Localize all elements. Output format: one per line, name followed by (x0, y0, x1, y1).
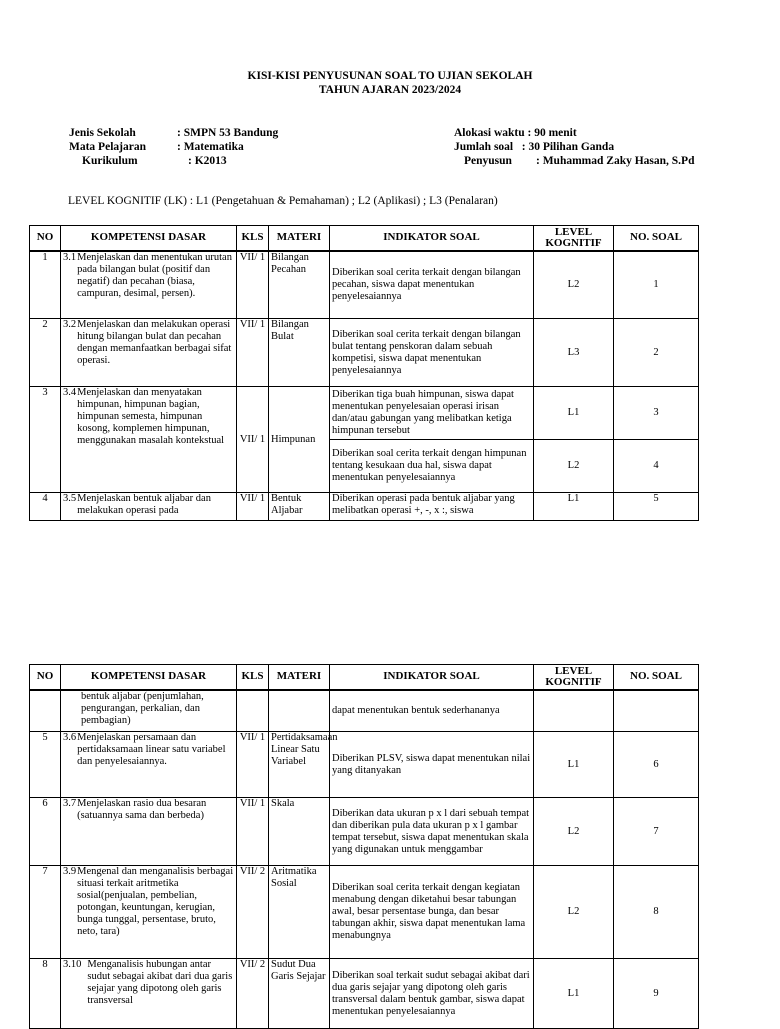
header-materi: MATERI (269, 226, 330, 251)
header-no: NO (30, 226, 61, 251)
row-level: L1 (534, 959, 614, 1029)
row-no-soal (614, 690, 699, 732)
row-kompetensi-dasar (61, 732, 237, 798)
row-kls: VII/ 2 (237, 959, 269, 1029)
row-kls: VII/ 1 (237, 251, 269, 319)
row-kompetensi-dasar (61, 798, 237, 866)
row-indikator: dapat menentukan bentuk sederhananya (330, 690, 534, 732)
level-kognitif-legend: LEVEL KOGNITIF (LK) : L1 (Pengetahuan & Pemahaman) ; L2 (Aplikasi) ; L3 (Penalaran) (68, 195, 498, 207)
table-row (30, 319, 699, 387)
row-kompetensi-dasar (61, 493, 237, 521)
row-no-soal: 9 (614, 959, 699, 1029)
jenis-sekolah-label: Jenis Sekolah (69, 127, 136, 139)
row-indikator: Diberikan soal cerita terkait dengan bilangan bulat tentang penskoran dalam sebuah kompetisi, siswa dapat menentukan penyelesaiannya (330, 319, 534, 387)
row-kompetensi-dasar (61, 387, 237, 493)
row-kompetensi-dasar (61, 959, 237, 1029)
row-no-soal: 4 (614, 440, 699, 493)
header-level-kognitif: LEVEL KOGNITIF (534, 665, 614, 690)
table-row (30, 493, 699, 521)
row-kls: VII/ 1 (237, 732, 269, 798)
kd-number: 3.4 (63, 387, 77, 398)
kd-number: 3.2 (63, 319, 77, 330)
kd-number: 3.6 (63, 732, 77, 743)
row-no: 3 (30, 387, 61, 493)
row-level: L1 (534, 493, 614, 521)
row-level: L2 (534, 440, 614, 493)
header-materi: MATERI (269, 665, 330, 690)
row-no-soal: 7 (614, 798, 699, 866)
kisi-kisi-table-page1 (29, 225, 699, 521)
row-materi: Skala (269, 798, 330, 866)
kd-text: Menjelaskan dan menentukan urutan pada bilangan bulat (positif dan negatif) dan pecahan (biasa, campuran, desimal, persen). (77, 251, 232, 299)
row-no: 2 (30, 319, 61, 387)
row-kompetensi-dasar: bentuk aljabar (penjumlahan, pengurangan, perkalian, dan pembagian) (61, 690, 237, 732)
row-no: 8 (30, 959, 61, 1029)
row-kls (237, 690, 269, 732)
kd-number: 3.9 (63, 866, 77, 877)
row-kompetensi-dasar (61, 251, 237, 319)
row-level (534, 690, 614, 732)
row-materi: Pertidaksamaan Linear Satu Variabel (269, 732, 330, 798)
table-header-row (30, 226, 699, 251)
row-materi: Aritmatika Sosial (269, 866, 330, 959)
alokasi-waktu: Alokasi waktu : 90 menit (454, 127, 577, 139)
table-row (30, 866, 699, 959)
row-materi: Sudut Dua Garis Sejajar (269, 959, 330, 1029)
mata-pelajaran-label: Mata Pelajaran (69, 141, 146, 153)
row-no-soal: 6 (614, 732, 699, 798)
header-indikator-soal: INDIKATOR SOAL (330, 226, 534, 251)
kd-number: 3.5 (63, 493, 77, 504)
kd-number: 3.7 (63, 798, 77, 809)
row-materi: Bilangan Bulat (269, 319, 330, 387)
row-no: 7 (30, 866, 61, 959)
row-kls: VII/ 2 (237, 866, 269, 959)
row-level: L1 (534, 387, 614, 440)
mata-pelajaran-value: : Matematika (177, 141, 244, 153)
row-kls: VII/ 1 (237, 493, 269, 521)
row-kompetensi-dasar (61, 319, 237, 387)
row-indikator: Diberikan tiga buah himpunan, siswa dapat menentukan penyelesaian operasi irisan dan/atau gabungan yang melibatkan ketiga himpunan tersebut (330, 387, 534, 440)
kurikulum-value: : K2013 (188, 155, 227, 167)
row-no: 1 (30, 251, 61, 319)
kd-text: Menjelaskan bentuk aljabar dan melakukan operasi pada (77, 493, 211, 516)
header-kompetensi-dasar: KOMPETENSI DASAR (61, 665, 237, 690)
row-kompetensi-dasar (61, 866, 237, 959)
kurikulum-label: Kurikulum (82, 155, 138, 167)
table-row (30, 387, 699, 440)
header-no-soal: NO. SOAL (614, 226, 699, 251)
row-no-soal: 3 (614, 387, 699, 440)
row-no: 5 (30, 732, 61, 798)
table-row (30, 690, 699, 732)
row-indikator: Diberikan operasi pada bentuk aljabar yang melibatkan operasi +, -, x :, siswa (330, 493, 534, 521)
table-row (30, 251, 699, 319)
row-level: L2 (534, 798, 614, 866)
header-kls: KLS (237, 226, 269, 251)
row-kls: VII/ 1 (237, 387, 269, 493)
row-level: L2 (534, 866, 614, 959)
row-level: L3 (534, 319, 614, 387)
row-materi (269, 690, 330, 732)
kd-text: Mengenal dan menganalisis berbagai situasi terkait aritmetika sosial(penjualan, pembelian, potongan, keuntungan, kerugian, bunga tunggal, persentase, bruto, neto, tara) (77, 866, 234, 937)
row-indikator: Diberikan soal terkait sudut sebagai akibat dari dua garis sejajar yang dipotong oleh garis transversal dalam bentuk gambar, siswa dapat menentukan penyelesaiannya (330, 959, 534, 1029)
kd-text: Menjelaskan rasio dua besaran (satuannya sama dan berbeda) (77, 798, 207, 821)
row-level: L1 (534, 732, 614, 798)
kd-text: Menjelaskan dan melakukan operasi hitung bilangan bulat dan pecahan dengan memanfaatkan berbagai sifat operasi. (77, 319, 232, 366)
row-no-soal: 1 (614, 251, 699, 319)
kd-text: Menganalisis hubungan antar sudut sebagai akibat dari dua garis sejajar yang dipotong oleh garis transversal (87, 959, 233, 1006)
row-indikator: Diberikan soal cerita terkait dengan kegiatan menabung dengan diketahui besar tabungan awal, besar persentase bunga, dan besar tabungan akhir, siswa dapat menentukan lama menabungnya (330, 866, 534, 959)
header-no-soal: NO. SOAL (614, 665, 699, 690)
kd-number: 3.10 (63, 959, 82, 970)
row-kls: VII/ 1 (237, 798, 269, 866)
row-materi: Bilangan Pecahan (269, 251, 330, 319)
header-kls: KLS (237, 665, 269, 690)
row-no-soal: 5 (614, 493, 699, 521)
table-header-row (30, 665, 699, 690)
header-level-kognitif: LEVEL KOGNITIF (534, 226, 614, 251)
header-indikator-soal: INDIKATOR SOAL (330, 665, 534, 690)
row-no-soal: 8 (614, 866, 699, 959)
row-indikator: Diberikan soal cerita terkait dengan bilangan pecahan, siswa dapat menentukan penyelesaiannya (330, 251, 534, 319)
row-level: L2 (534, 251, 614, 319)
document-subtitle: TAHUN AJARAN 2023/2024 (318, 84, 462, 96)
row-no (30, 690, 61, 732)
row-no: 6 (30, 798, 61, 866)
kd-text: Menjelaskan persamaan dan pertidaksamaan linear satu variabel dan penyelesaiannya. (77, 732, 226, 767)
row-materi: Bentuk Aljabar (269, 493, 330, 521)
jenis-sekolah-value: : SMPN 53 Bandung (177, 127, 279, 139)
header-no: NO (30, 665, 61, 690)
penyusun-value: : Muhammad Zaky Hasan, S.Pd (536, 155, 695, 167)
row-kls: VII/ 1 (237, 319, 269, 387)
kd-number: 3.1 (63, 251, 77, 263)
row-indikator: Diberikan soal cerita terkait dengan himpunan tentang kesukaan dua hal, siswa dapat menentukan penyelesaiannya (330, 440, 534, 493)
row-indikator: Diberikan PLSV, siswa dapat menentukan nilai yang ditanyakan (330, 732, 534, 798)
kd-text: Menjelaskan dan menyatakan himpunan, himpunan bagian, himpunan semesta, himpunan kosong, komplemen himpunan, menggunakan masalah kontekstual (77, 387, 225, 446)
table-row (30, 732, 699, 798)
row-no-soal: 2 (614, 319, 699, 387)
row-materi: Himpunan (269, 387, 330, 493)
row-no: 4 (30, 493, 61, 521)
kisi-kisi-table-page2 (29, 664, 699, 1029)
penyusun-label: Penyusun (464, 155, 512, 167)
table-row (30, 798, 699, 866)
table-row (30, 959, 699, 1029)
row-indikator: Diberikan data ukuran p x l dari sebuah tempat dan diberikan pula data ukuran p x l gambar tempat tersebut, siswa dapat menentukan skala yang digunakan untuk menggambar (330, 798, 534, 866)
document-title: KISI-KISI PENYUSUNAN SOAL TO UJIAN SEKOLAH (247, 70, 533, 82)
jumlah-soal: Jumlah soal : 30 Pilihan Ganda (454, 141, 615, 153)
header-kompetensi-dasar: KOMPETENSI DASAR (61, 226, 237, 251)
